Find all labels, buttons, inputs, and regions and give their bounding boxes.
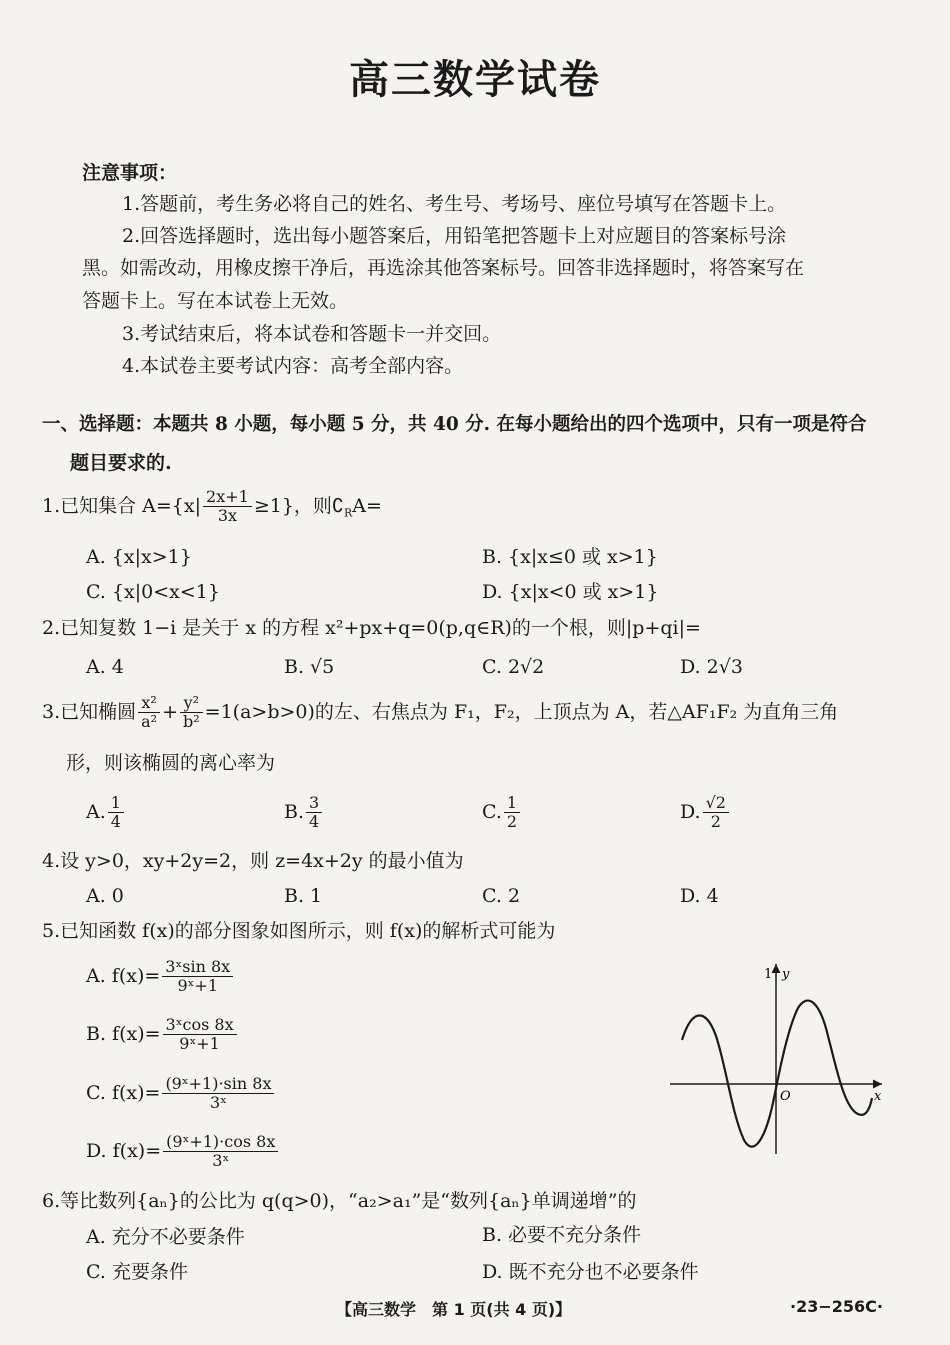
q3-a-label: A. [86, 800, 106, 823]
function-graph [668, 958, 888, 1158]
origin-label: O [780, 1089, 791, 1104]
q5-c-num: (9ˣ+1)·sin 8x [162, 1075, 274, 1094]
q5-d-frac [163, 1133, 278, 1171]
q3-c-num: 1 [504, 794, 520, 813]
q6-option-d: D. 既不充分也不必要条件 [482, 1261, 699, 1283]
q2-option-a: A. 4 [86, 656, 124, 678]
q2-option-b: B. √5 [284, 656, 335, 678]
q6-option-a: A. 充分不必要条件 [86, 1226, 245, 1248]
y-tick-1: 1 [764, 967, 773, 982]
q6-option-b: B. 必要不充分条件 [482, 1224, 642, 1246]
question-1-stem [42, 488, 382, 526]
section-heading: 一、选择题：本题共 8 小题，每小题 5 分，共 40 分. 在每小题给出的四个选项中，只有一项是符合 [42, 414, 867, 435]
q2-option-c: C. 2√2 [482, 656, 545, 678]
question-2-stem: 2.已知复数 1−i 是关于 x 的方程 x²+px+q=0(p,q∈R)的一个根，则|p+qi|= [42, 617, 701, 639]
q3-b-label: B. [284, 800, 305, 823]
q1-option-c: C. {x|0<x<1} [86, 581, 220, 603]
notice-item-3: 3.考试结束后，将本试卷和答题卡一并交回。 [122, 323, 502, 345]
q3-a-num: 1 [108, 794, 124, 813]
q3-option-c [482, 794, 522, 832]
q3-stem-start: 3.已知椭圆 [42, 700, 137, 723]
q1-stem-mid: ≥1}，则∁ [253, 494, 344, 517]
q3-d-frac [703, 794, 729, 832]
q5-d-label: D. f(x)= [86, 1139, 162, 1162]
q3-option-d [680, 794, 731, 832]
q3-fraction-x [138, 694, 160, 732]
footer-code: ·23−256C· [790, 1297, 883, 1316]
q5-a-num: 3ˣsin 8x [162, 958, 233, 977]
q3-plus: + [162, 700, 179, 723]
footer-page-info: 【高三数学 第 1 页(共 4 页)】 [336, 1300, 572, 1319]
function-curve [682, 1001, 872, 1147]
question-3-stem [42, 694, 838, 732]
q1-fraction-den: 3x [217, 506, 238, 526]
q5-d-num: (9ˣ+1)·cos 8x [163, 1133, 278, 1152]
q5-option-d [86, 1133, 280, 1171]
q3-a-den: 4 [110, 812, 121, 832]
q3-option-a [86, 794, 126, 832]
question-5-stem: 5.已知函数 f(x)的部分图象如图所示，则 f(x)的解析式可能为 [42, 920, 556, 942]
notice-item-2: 2.回答选择题时，选出每小题答案后，用铅笔把答题卡上对应题目的答案标号涂 [122, 225, 787, 247]
q3-stem-line2: 形，则该椭圆的离心率为 [66, 752, 276, 774]
page-title: 高三数学试卷 [349, 57, 601, 103]
q3-fx-num: x² [138, 694, 160, 713]
q5-option-a [86, 958, 235, 996]
section-heading-cont: 题目要求的. [70, 452, 172, 474]
q1-fraction-num: 2x+1 [203, 488, 252, 507]
q3-fy-den: b² [183, 712, 200, 732]
q5-b-label: B. f(x)= [86, 1022, 161, 1045]
question-6-stem: 6.等比数列{aₙ}的公比为 q(q>0)，“a₂>a₁”是“数列{aₙ}单调递增”的 [42, 1190, 637, 1212]
q4-option-a: A. 0 [86, 885, 124, 907]
q1-option-a: A. {x|x>1} [86, 546, 192, 568]
notice-heading: 注意事项： [82, 162, 178, 184]
q3-c-label: C. [482, 800, 502, 823]
q5-b-frac [163, 1016, 237, 1054]
q5-b-den: 9ˣ+1 [179, 1034, 220, 1054]
q5-c-den: 3ˣ [209, 1093, 227, 1113]
q3-fx-den: a² [141, 712, 158, 732]
q3-fraction-y [180, 694, 203, 732]
q1-fraction [203, 488, 252, 526]
q5-d-den: 3ˣ [212, 1151, 230, 1171]
q3-c-frac [504, 794, 520, 832]
q2-option-d: D. 2√3 [680, 656, 743, 678]
q3-option-b [284, 794, 324, 832]
q3-d-label: D. [680, 800, 701, 823]
q5-option-b [86, 1016, 239, 1054]
q1-option-b: B. {x|x≤0 或 x>1} [482, 546, 658, 568]
notice-item-2-cont: 黑。如需改动，用橡皮擦干净后，再选涂其他答案标号。回答非选择题时，将答案写在 [82, 257, 805, 279]
q3-d-num: √2 [703, 794, 729, 813]
q3-stem-end: =1(a>b>0)的左、右焦点为 F₁，F₂，上顶点为 A，若△AF₁F₂ 为直角三角 [204, 700, 839, 723]
q3-b-den: 4 [309, 812, 320, 832]
question-4-stem: 4.设 y>0，xy+2y=2，则 z=4x+2y 的最小值为 [42, 850, 464, 872]
q3-c-den: 2 [506, 812, 518, 832]
q3-b-num: 3 [306, 794, 322, 813]
q1-option-d: D. {x|x<0 或 x>1} [482, 581, 659, 603]
q4-option-c: C. 2 [482, 885, 521, 907]
q1-stem-end: A= [352, 494, 382, 517]
q3-a-frac [108, 794, 124, 832]
q5-option-c [86, 1075, 276, 1113]
y-axis-label: y [782, 967, 790, 982]
q6-option-c: C. 充要条件 [86, 1261, 188, 1283]
q3-fy-num: y² [180, 694, 203, 713]
q5-b-num: 3ˣcos 8x [163, 1016, 237, 1035]
q3-d-den: 2 [710, 812, 721, 832]
q5-a-frac [162, 958, 233, 996]
notice-item-2-end: 答题卡上。写在本试卷上无效。 [82, 290, 349, 312]
notice-item-1: 1.答题前，考生务必将自己的姓名、考生号、考场号、座位号填写在答题卡上。 [122, 193, 787, 215]
q4-option-d: D. 4 [680, 885, 719, 907]
x-axis-label: x [874, 1089, 882, 1104]
q5-a-den: 9ˣ+1 [177, 976, 219, 996]
q5-c-frac [162, 1075, 274, 1113]
q1-stem-start: 1.已知集合 A={x| [42, 494, 202, 517]
q5-c-label: C. f(x)= [86, 1081, 161, 1104]
q4-option-b: B. 1 [284, 885, 323, 907]
notice-item-4: 4.本试卷主要考试内容：高考全部内容。 [122, 355, 464, 377]
q1-complement-sub: R [344, 506, 353, 520]
q5-a-label: A. f(x)= [86, 964, 161, 987]
q3-b-frac [306, 794, 322, 832]
